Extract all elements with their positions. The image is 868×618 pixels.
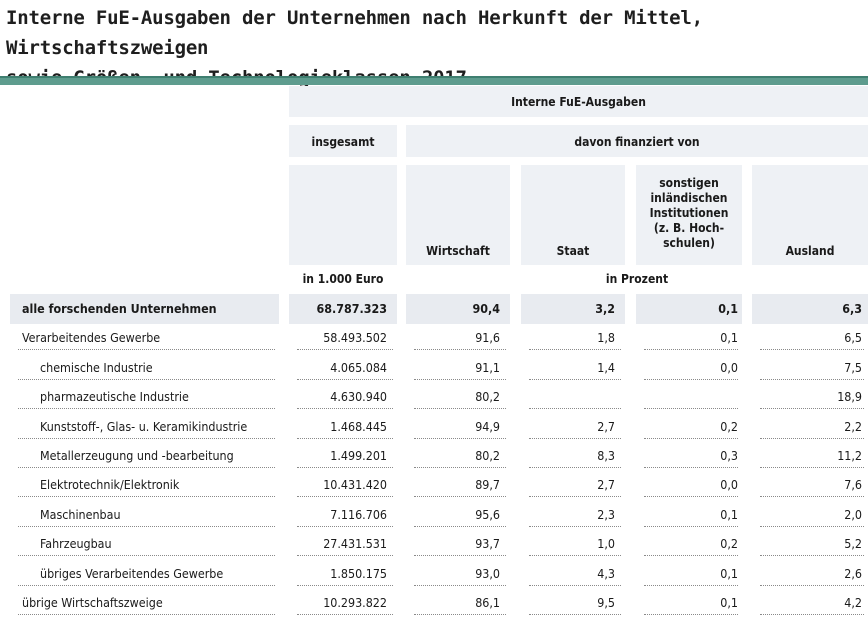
header-financed: davon finanziert von [574,135,700,149]
cell-staat: 2,7 [597,419,615,434]
cell-wirtschaft: 91,1 [475,360,500,375]
cell-wirtschaft: 94,9 [475,419,500,434]
row-separator [760,467,864,468]
cell-total: 68.787.323 [316,301,387,316]
row-label: Metallerzeugung und -bearbeitung [40,448,234,463]
row-separator [297,438,393,439]
row-separator [760,408,864,409]
cell-ausland: 6,3 [842,301,862,316]
row-separator [18,379,275,380]
header-total-col-bg [289,165,397,265]
cell-ausland: 4,2 [844,595,862,610]
row-label: Kunststoff-, Glas- u. Keramikindustrie [40,419,248,434]
row-label: chemische Industrie [40,360,153,375]
row-separator [760,349,864,350]
row-separator [529,585,621,586]
row-separator [414,438,506,439]
cell-sonstige: 0,2 [720,419,738,434]
row-separator [414,496,506,497]
row-separator [297,496,393,497]
cell-ausland: 18,9 [837,389,862,404]
row-separator [18,555,275,556]
cell-ausland: 11,2 [837,448,862,463]
cell-ausland: 2,2 [844,419,862,434]
row-separator [414,408,506,409]
cell-staat: 8,3 [597,448,615,463]
row-label: Elektrotechnik/Elektronik [40,477,180,492]
page-title: Interne FuE-Ausgaben der Unternehmen nach Herkunft der Mittel, Wirtschaftszweigen [6,7,703,59]
row-label: Fahrzeugbau [40,536,112,551]
row-separator [760,614,864,615]
row-separator [297,585,393,586]
cell-staat: 4,3 [597,566,615,581]
row-separator [644,408,738,409]
row-separator [297,349,393,350]
title-rule [0,76,868,85]
cell-total: 4.630.940 [330,389,387,404]
row-separator [644,438,738,439]
cell-wirtschaft: 93,7 [475,536,500,551]
cell-staat: 1,8 [597,330,615,345]
row-separator [18,349,275,350]
row-separator [297,408,393,409]
cell-total: 10.293.822 [323,595,387,610]
header-wirtschaft: Wirtschaft [426,244,490,258]
row-separator [414,526,506,527]
row-separator [760,438,864,439]
row-separator [529,438,621,439]
row-separator [529,408,621,409]
row-label: übriges Verarbeitendes Gewerbe [40,566,224,581]
row-separator [414,585,506,586]
cell-wirtschaft: 89,7 [475,477,500,492]
cell-ausland: 5,2 [844,536,862,551]
row-label: Maschinenbau [40,507,121,522]
row-label: pharmazeutische Industrie [40,389,189,404]
row-separator [18,526,275,527]
cell-wirtschaft: 93,0 [475,566,500,581]
cell-staat: 3,2 [595,301,615,316]
row-separator [760,496,864,497]
cell-staat: 9,5 [597,595,615,610]
row-separator [297,379,393,380]
cell-sonstige: 0,1 [720,595,738,610]
row-separator [297,555,393,556]
cell-sonstige: 0,1 [720,566,738,581]
row-separator [529,614,621,615]
row-separator [529,496,621,497]
cell-sonstige: 0,0 [720,477,738,492]
row-separator [529,379,621,380]
cell-total: 58.493.502 [323,330,387,345]
row-separator [414,379,506,380]
cell-ausland: 7,6 [844,477,862,492]
cell-staat: 1,4 [597,360,615,375]
row-separator [18,496,275,497]
row-separator [644,526,738,527]
cell-wirtschaft: 80,2 [475,389,500,404]
cell-wirtschaft: 86,1 [475,595,500,610]
row-separator [414,467,506,468]
cell-ausland: 6,5 [844,330,862,345]
row-separator [529,349,621,350]
row-separator [297,467,393,468]
row-separator [644,585,738,586]
cell-total: 10.431.420 [323,477,387,492]
header-ausland: Ausland [785,244,835,258]
cell-sonstige: 0,1 [720,507,738,522]
cell-ausland: 2,0 [844,507,862,522]
row-separator [414,349,506,350]
row-separator [414,555,506,556]
row-separator [18,408,275,409]
row-label: übrige Wirtschaftszweige [22,595,163,610]
row-separator [18,438,275,439]
header-staat: Staat [556,244,590,258]
row-separator [644,614,738,615]
cell-total: 7.116.706 [330,507,387,522]
cell-sonstige: 0,2 [720,536,738,551]
cell-total: 27.431.531 [323,536,387,551]
cell-sonstige: 0,0 [720,360,738,375]
cell-sonstige: 0,1 [718,301,738,316]
row-separator [644,349,738,350]
row-separator [760,379,864,380]
row-separator [644,496,738,497]
row-separator [760,555,864,556]
header-sonstige: sonstigen inländischen Institutionen (z. B. Hoch- schulen) [649,176,729,250]
cell-total: 1.499.201 [330,448,387,463]
row-separator [644,379,738,380]
row-separator [297,614,393,615]
cell-wirtschaft: 90,4 [472,301,500,316]
row-separator [529,555,621,556]
row-label: alle forschenden Unternehmen [22,301,217,316]
row-separator [644,467,738,468]
cell-staat: 1,0 [597,536,615,551]
header-total: insgesamt [311,135,375,149]
row-separator [760,585,864,586]
row-separator [760,526,864,527]
cell-staat: 2,3 [597,507,615,522]
cell-ausland: 7,5 [844,360,862,375]
cell-wirtschaft: 80,2 [475,448,500,463]
cell-sonstige: 0,3 [720,448,738,463]
cell-wirtschaft: 91,6 [475,330,500,345]
row-separator [644,555,738,556]
unit-euro: in 1.000 Euro [302,272,384,286]
row-separator [297,526,393,527]
row-label: Verarbeitendes Gewerbe [22,330,161,345]
row-separator [18,614,275,615]
row-separator [529,467,621,468]
row-separator [529,526,621,527]
header-group: Interne FuE-Ausgaben [511,95,646,109]
cell-total: 4.065.084 [330,360,387,375]
cell-staat: 2,7 [597,477,615,492]
unit-percent: in Prozent [605,272,669,286]
cell-ausland: 2,6 [844,566,862,581]
cell-total: 1.850.175 [330,566,387,581]
row-separator [414,614,506,615]
cell-total: 1.468.445 [330,419,387,434]
row-separator [18,585,275,586]
cell-sonstige: 0,1 [720,330,738,345]
cell-wirtschaft: 95,6 [475,507,500,522]
row-separator [18,467,275,468]
